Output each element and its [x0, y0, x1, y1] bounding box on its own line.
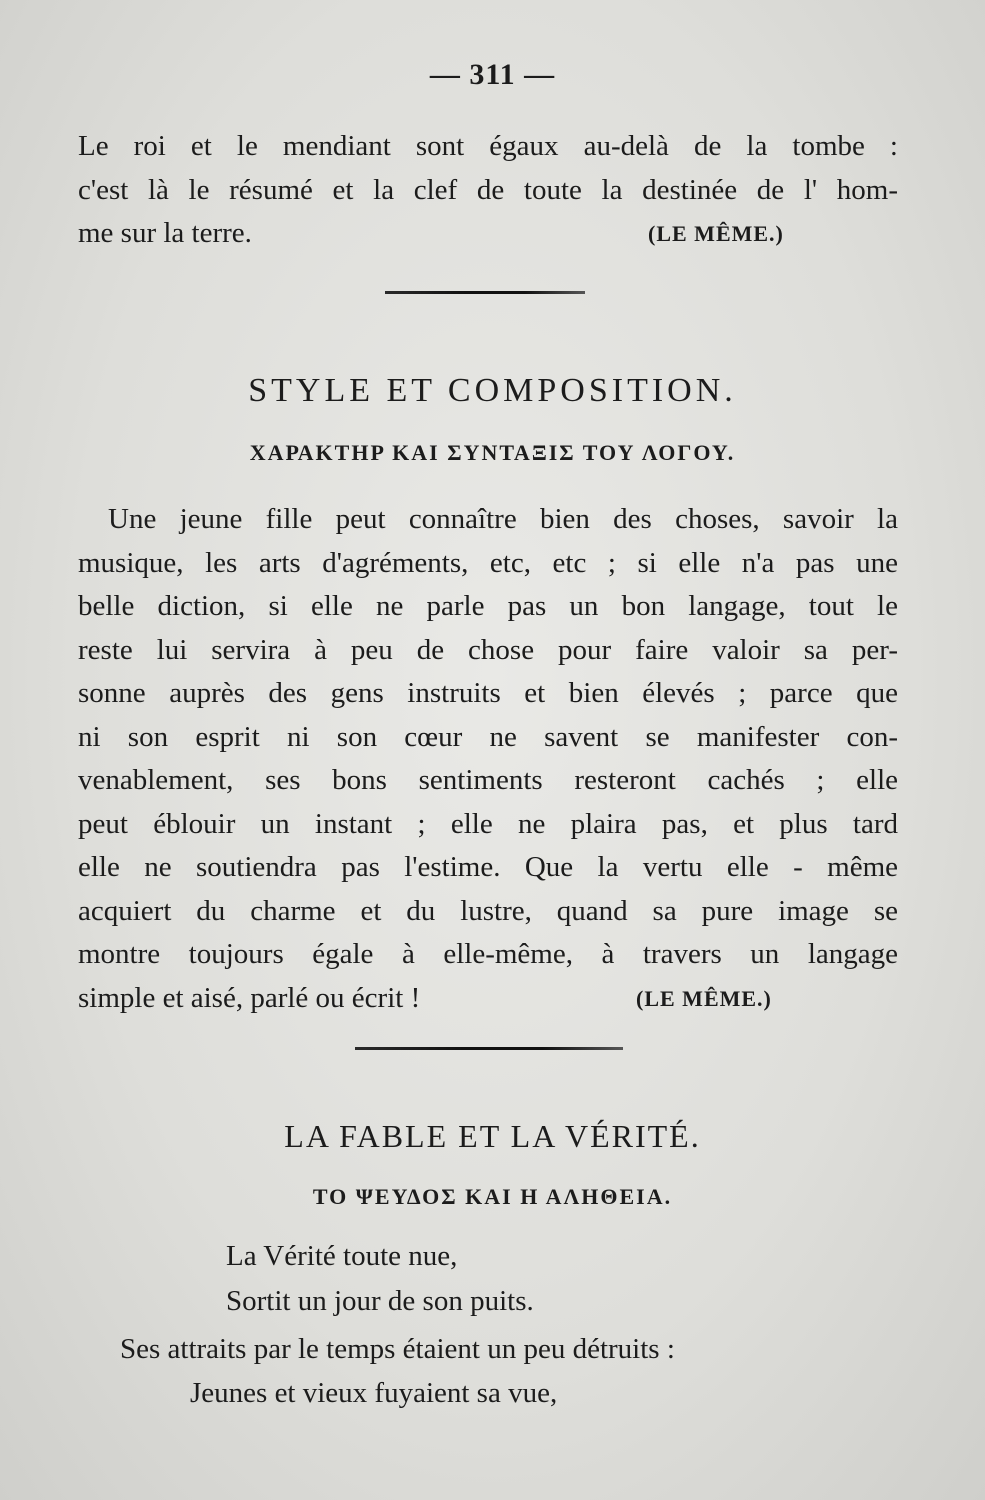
text-line-content: simple et aisé, parlé ou écrit !: [78, 981, 421, 1014]
verse-line: Sortit un jour de son puits.: [226, 1285, 534, 1317]
text-line: sonne auprès des gens instruits et bien élevés ; parce que: [78, 677, 898, 709]
body-paragraph: [78, 498, 898, 1020]
text-line: acquiert du charme et du lustre, quand sa pure image se: [78, 894, 898, 927]
section-title: STYLE ET COMPOSITION.: [248, 372, 737, 409]
text-line: [78, 977, 898, 1021]
quote-paragraph: [78, 125, 898, 256]
verse-line: Ses attraits par le temps étaient un peu détruits :: [120, 1333, 675, 1365]
text-line: venablement, ses bons sentiments resteront cachés ; elle: [78, 764, 898, 796]
attribution: (LE MÊME.): [648, 221, 784, 246]
text-line: Le roi et le mendiant sont égaux au-delà de la tombe :: [78, 130, 898, 162]
section-divider: [385, 291, 585, 294]
text-line: peut éblouir un instant ; elle ne plaira pas, et plus tard: [78, 807, 898, 840]
section-title: LA FABLE ET LA VÉRITÉ.: [284, 1118, 701, 1154]
text-line: reste lui servira à peu de chose pour faire valoir sa per-: [78, 633, 898, 666]
section-subtitle: ΧΑΡΑΚΤΗΡ ΚΑΙ ΣΥΝΤΑΞΙΣ ΤΟΥ ΛΟΓΟΥ.: [249, 440, 736, 465]
section-divider: [355, 1047, 623, 1050]
verse-line: La Vérité toute nue,: [226, 1240, 458, 1272]
section-subtitle: ΤΟ ΨΕΥΔΟΣ ΚΑΙ Η ΑΛΗΘΕΙΑ.: [312, 1184, 673, 1209]
text-line: ni son esprit ni son cœur ne savent se manifester con-: [78, 720, 898, 753]
text-line: montre toujours égale à elle-même, à travers un langage: [78, 938, 898, 970]
attribution: (LE MÊME.): [636, 985, 772, 1011]
text-line: elle ne soutiendra pas l'estime. Que la vertu elle - même: [78, 851, 898, 883]
text-line: Une jeune fille peut connaître bien des choses, savoir la: [108, 503, 898, 535]
text-line: c'est là le résumé et la clef de toute la destinée de l' hom-: [78, 173, 898, 206]
text-line: belle diction, si elle ne parle pas un bon langage, tout le: [78, 590, 898, 622]
text-line-content: me sur la terre.: [78, 217, 252, 249]
page-number: — 311 —: [429, 58, 556, 91]
text-line: [78, 212, 898, 256]
text-line: musique, les arts d'agréments, etc, etc ; si elle n'a pas une: [78, 546, 898, 579]
verse-line: Jeunes et vieux fuyaient sa vue,: [190, 1377, 558, 1409]
